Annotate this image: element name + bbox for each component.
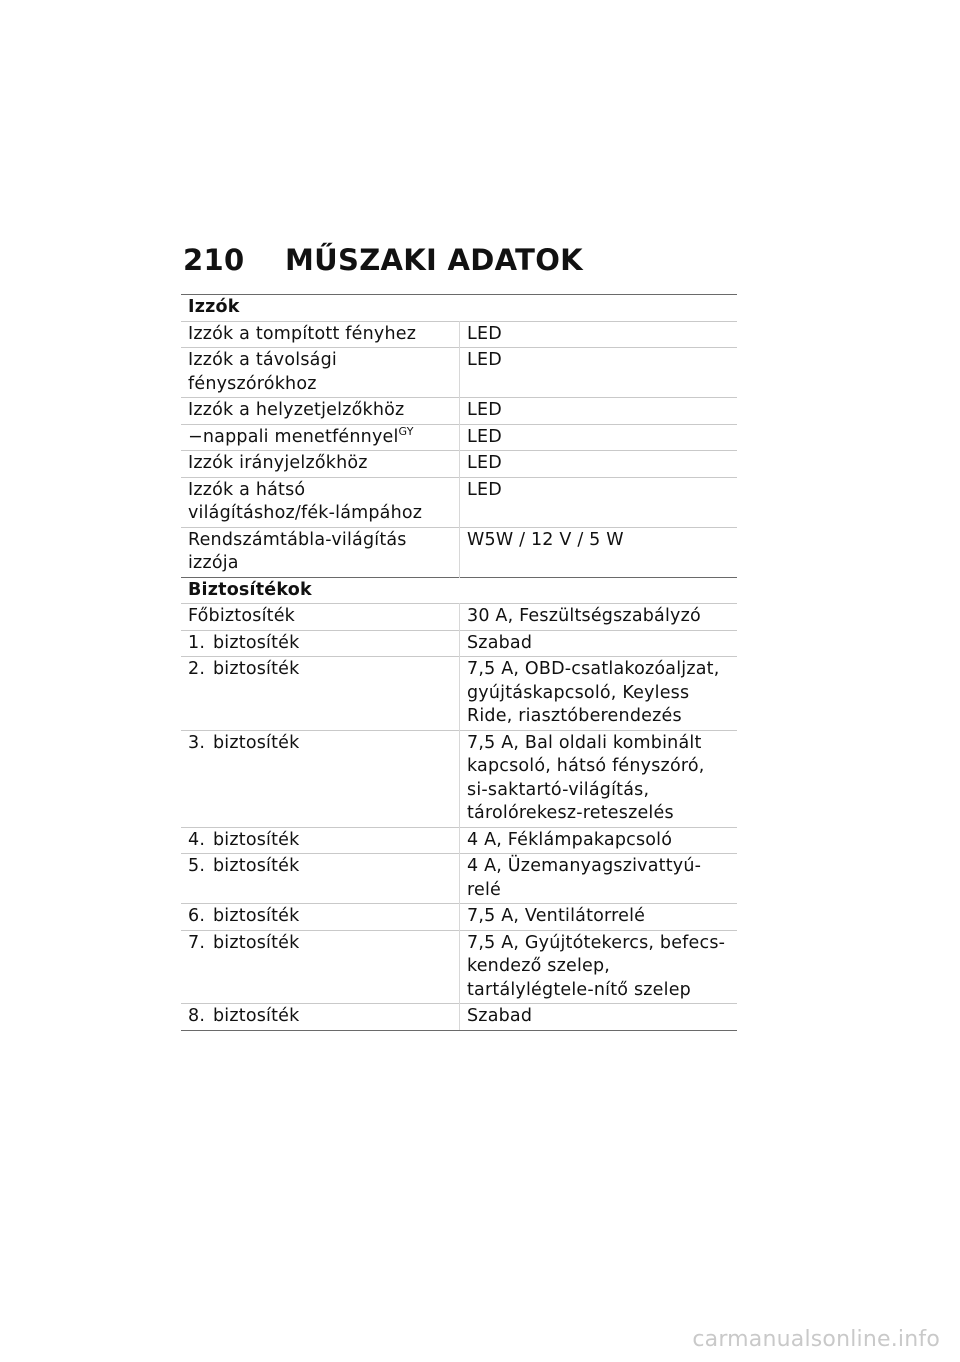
table-row (181, 630, 737, 657)
table-row (181, 854, 737, 904)
row-label: biztosíték (213, 632, 300, 653)
table-row (181, 904, 737, 931)
watermark: carmanualsonline.info (692, 1327, 940, 1352)
row-label: biztosíték (213, 932, 300, 953)
row-label-cell (181, 1004, 460, 1031)
row-label-cell (181, 930, 460, 1004)
row-label-cell (181, 424, 460, 451)
fuse-number: 4. (188, 829, 206, 850)
row-value: LED (460, 398, 738, 425)
row-value: 7,5 A, OBD-csatlakozóaljzat, gyújtáskapcsoló, Keyless Ride, riasztóberendezés (460, 657, 738, 731)
row-label: Izzók a távolsági fényszórókhoz (181, 348, 460, 398)
row-value: LED (460, 451, 738, 478)
row-label: biztosíték (213, 906, 300, 926)
row-value: 4 A, Üzemanyagszivattyú-relé (460, 854, 738, 904)
row-label-cell (181, 827, 460, 854)
table-row (181, 827, 737, 854)
row-label-cell (181, 657, 460, 731)
row-value: Szabad (460, 1004, 738, 1031)
row-value: Szabad (460, 630, 738, 657)
section-title: Izzók (181, 295, 737, 322)
row-value: W5W / 12 V / 5 W (460, 527, 738, 577)
row-label: biztosíték (213, 659, 300, 679)
page-number: 210 (183, 243, 245, 277)
row-label-cell (181, 904, 460, 931)
fuse-number: 2. (188, 659, 206, 679)
page-header (183, 243, 583, 279)
table-row (181, 321, 737, 348)
row-label-text: Izzók a hátsó világításhoz/fék-lámpához (188, 479, 423, 523)
row-value: LED (460, 477, 738, 527)
row-label: biztosíték (213, 856, 300, 876)
table-row (181, 348, 737, 398)
row-value: 30 A, Feszültségszabályzó (460, 604, 738, 631)
row-label: Főbiztosíték (181, 604, 460, 631)
table-row (181, 451, 737, 478)
row-label-cell (181, 730, 460, 827)
row-value: 7,5 A, Bal oldali kombinált kapcsoló, hátsó fényszóró, si-saktartó-világítás, tárolórekesz-reteszelés (460, 730, 738, 827)
section-title: Biztosítékok (181, 577, 737, 604)
fuse-number: 6. (188, 906, 206, 926)
row-value: 4 A, Féklámpakapcsoló (460, 827, 738, 854)
row-value: 7,5 A, Gyújtótekercs, befecs-kendező szelep, tartálylégtele-nítő szelep (460, 930, 738, 1004)
table-row (181, 398, 737, 425)
fuse-number: 1. (188, 632, 206, 653)
row-value: LED (460, 424, 738, 451)
fuse-number: 3. (188, 732, 206, 753)
row-label: −nappali menetfénnyel (188, 426, 399, 447)
table-row (181, 604, 737, 631)
spec-table (181, 294, 737, 1031)
chapter-title: MŰSZAKI ADATOK (285, 243, 583, 277)
section-header-bulbs (181, 295, 737, 322)
row-label-cell (181, 854, 460, 904)
row-value: 7,5 A, Ventilátorrelé (460, 904, 738, 931)
row-label: Rendszámtábla-világítás izzója (181, 527, 460, 577)
row-label: Izzók irányjelzőkhöz (181, 451, 460, 478)
table-row (181, 1004, 737, 1031)
row-label (181, 477, 460, 527)
row-label: biztosíték (213, 1006, 300, 1026)
fuse-number: 7. (188, 932, 206, 953)
fuse-number: 8. (188, 1006, 206, 1026)
row-label: biztosíték (213, 829, 300, 850)
section-header-fuses (181, 577, 737, 604)
table-row (181, 527, 737, 577)
row-label-cell (181, 630, 460, 657)
table-row (181, 930, 737, 1004)
row-value: LED (460, 348, 738, 398)
table-row (181, 730, 737, 827)
table-row (181, 477, 737, 527)
row-value: LED (460, 321, 738, 348)
fuse-number: 5. (188, 856, 206, 876)
row-label: Izzók a helyzetjelzőkhöz (181, 398, 460, 425)
table-row (181, 657, 737, 731)
country-superscript: GY (398, 424, 414, 438)
row-label: biztosíték (213, 732, 300, 753)
row-label: Izzók a tompított fényhez (181, 321, 460, 348)
table-row (181, 424, 737, 451)
